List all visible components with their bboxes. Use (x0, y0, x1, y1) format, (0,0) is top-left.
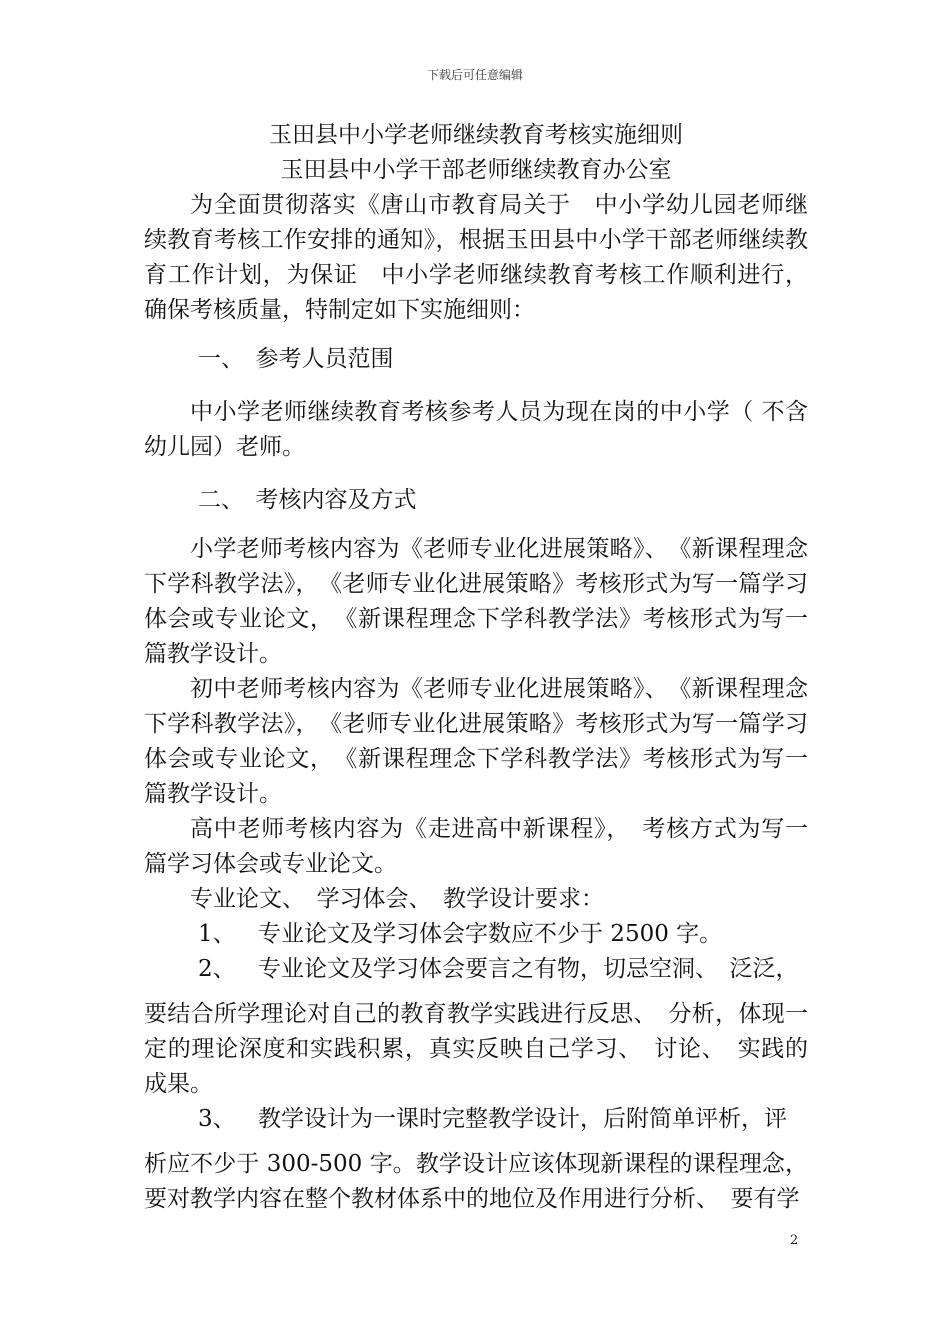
list-item-text: 教学设计为一课时完整教学设计，后附简单评析，评 (258, 1106, 787, 1132)
item3-continued: 析应不少于 300-500 字。教学设计应该体现新课程的课程理念，要对教学内容在整个教材体系中的地位及作用进行分析、 要有学 (144, 1151, 808, 1212)
list-item (144, 917, 808, 952)
section1-heading: 一、 参考人员范围 (198, 346, 394, 372)
requirements-intro: 专业论文、 学习体会、 教学设计要求： (190, 886, 604, 912)
page-header-note: 下载后可任意编辑 (426, 68, 523, 82)
list-item-text: 专业论文及学习体会字数应不少于 2500 字。 (258, 921, 723, 947)
list-item (144, 1102, 808, 1137)
section2-heading: 二、 考核内容及方式 (198, 487, 417, 513)
list-item-number: 2、 (198, 956, 236, 982)
page-number: 2 (790, 1233, 799, 1248)
senior-school-paragraph: 高中老师考核内容为《走进高中新课程》， 考核方式为写一篇学习体会或专业论文。 (144, 816, 808, 877)
list-item-text: 专业论文及学习体会要言之有物，切忌空洞、 泛泛， (258, 956, 799, 982)
primary-school-paragraph: 小学老师考核内容为《老师专业化进展策略》、 《新课程理念下学科教学法》， 《老师专业化进展策略》考核形式为写一篇学习体会或专业论文， 《新课程理念下学科教学法》考核形式为写一篇教学设计。 (144, 536, 808, 667)
junior-school-paragraph: 初中老师考核内容为《老师专业化进展策略》、 《新课程理念下学科教学法》， 《老师专业化进展策略》考核形式为写一篇学习体会或专业论文， 《新课程理念下学科教学法》考核形式为写一篇教学设计。 (144, 676, 808, 807)
list-item (144, 952, 808, 987)
document-subtitle: 玉田县中小学干部老师继续教育办公室 (280, 157, 672, 183)
item2-continued: 要结合所学理论对自己的教育教学实践进行反思、 分析，体现一定的理论深度和实践积累，真实反映自己学习、 讨论、 实践的成果。 (144, 1001, 808, 1097)
list-item-number: 3、 (198, 1106, 236, 1132)
list-item-number: 1、 (198, 921, 236, 947)
document-body (144, 118, 808, 1217)
intro-paragraph: 为全面贯彻落实《唐山市教育局关于 中小学幼儿园老师继续教育考核工作安排的通知》，根据玉田县中小学干部老师继续教育工作计划，为保证 中小学老师继续教育考核工作顺利进行，确保考核质量，特制定如下实施细则： (144, 192, 808, 323)
section1-body: 中小学老师继续教育考核参考人员为现在岗的中小学（ 不含幼儿园）老师。 (144, 399, 808, 460)
document-title: 玉田县中小学老师继续教育考核实施细则 (269, 122, 683, 148)
